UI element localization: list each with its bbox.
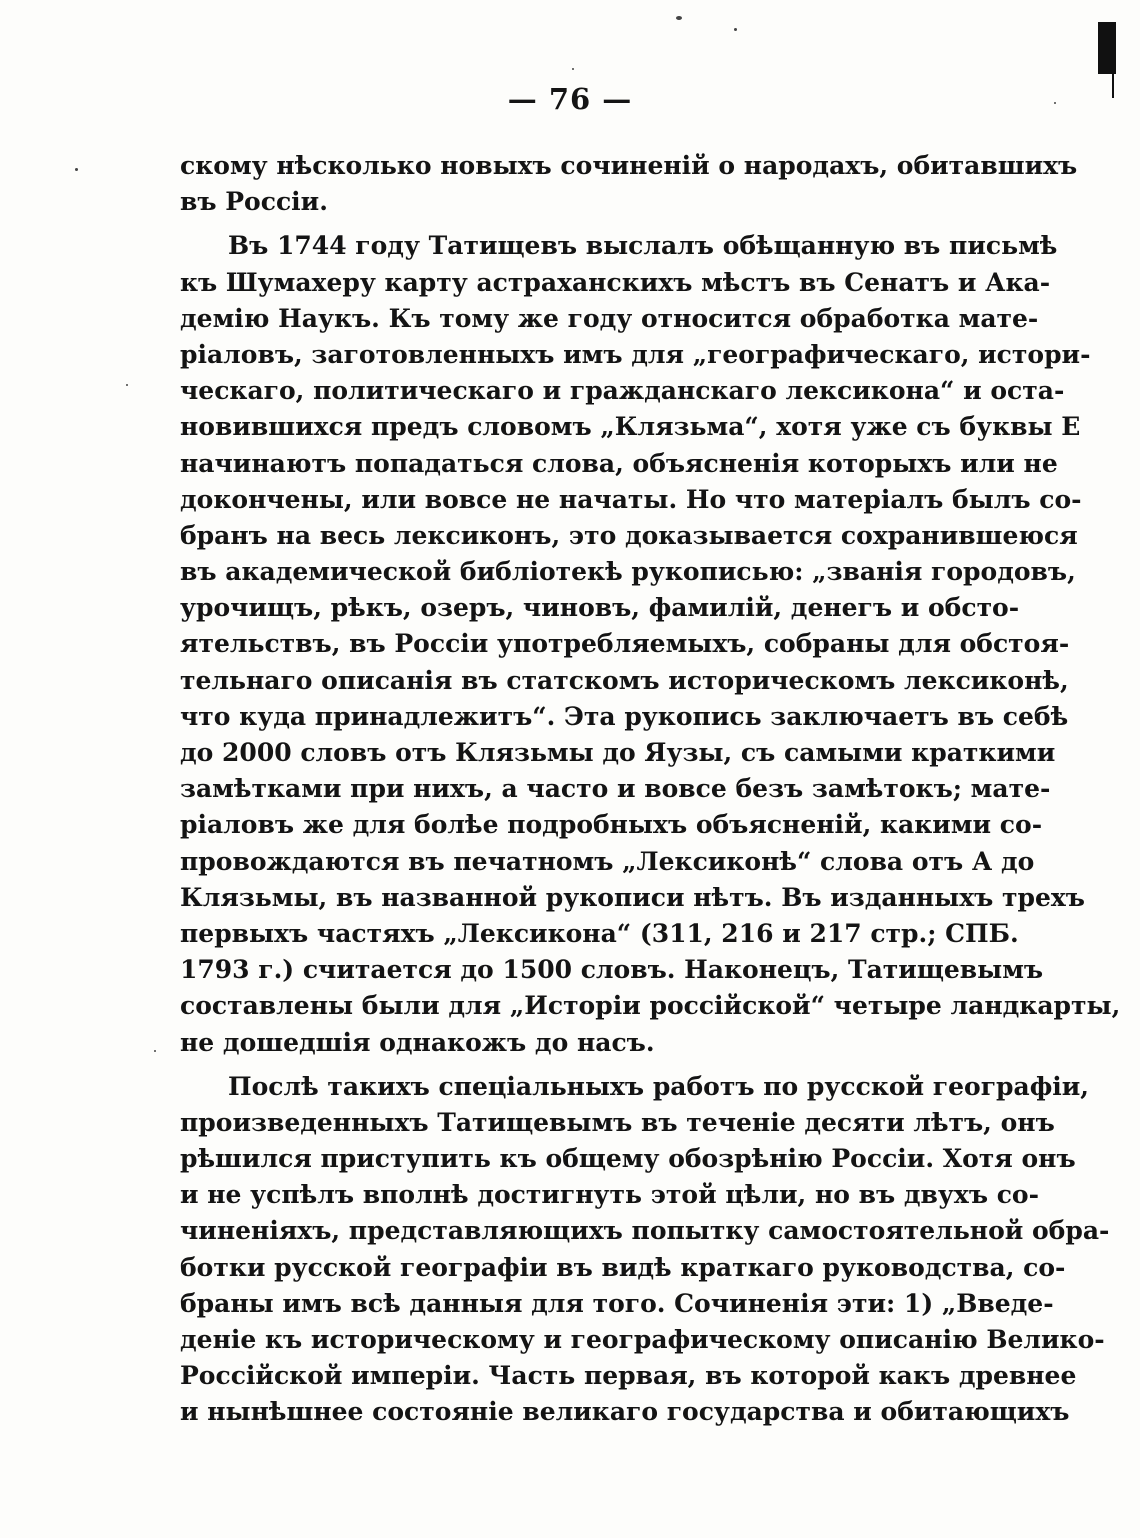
text-line: ятельствъ, въ Россіи употребляемыхъ, собраны для обстоя- — [180, 629, 1070, 659]
scan-speck — [154, 1050, 156, 1052]
text-line: бранъ на весь лексиконъ, это доказывается сохранившеюся — [180, 520, 1078, 550]
text-line: демію Наукъ. Къ тому же году относится обработка мате- — [180, 303, 1039, 333]
paragraph-3 — [180, 1069, 1110, 1431]
text-line: 1793 г.) считается до 1500 словъ. Наконецъ, Татищевымъ — [180, 955, 1044, 985]
text-line: деніе къ историческому и географическому описанію Велико- — [180, 1325, 1105, 1354]
text-line: урочищъ, рѣкъ, озеръ, чиновъ, фамилій, денегъ и обсто- — [180, 593, 1020, 623]
text-line: не дошедшія однакожъ до насъ. — [180, 1027, 655, 1057]
paragraph-1 — [180, 148, 1078, 220]
text-line: въ Россіи. — [180, 187, 328, 217]
text-line: къ Шумахеру карту астраханскихъ мѣстъ въ Сенатъ и Ака- — [180, 267, 1051, 297]
text-line: и нынѣшнее состояніе великаго государства и обитающихъ — [180, 1397, 1070, 1427]
text-line: тельнаго описанія въ статскомъ историческомъ лексиконѣ, — [180, 665, 1069, 695]
scan-speck — [676, 16, 682, 20]
binding-edge-mark — [1098, 22, 1116, 74]
text-line: произведенныхъ Татищевымъ въ теченіе десяти лѣтъ, онъ — [180, 1107, 1055, 1137]
text-line: ріаловъ же для болѣе подробныхъ объясненій, какими со- — [180, 810, 1043, 840]
text-line: начинаютъ попадаться слова, объясненія которыхъ или не — [180, 448, 1058, 478]
body-text — [180, 148, 1121, 1431]
scan-speck — [126, 384, 128, 386]
text-line: составлены были для „Исторіи россійской“ четыре ландкарты, — [180, 991, 1121, 1021]
text-line: первыхъ частяхъ „Лексикона“ (311, 216 и 217 стр.; СПБ. — [180, 918, 1019, 948]
text-line: скому нѣсколько новыхъ сочиненій о народахъ, обитавшихъ — [180, 151, 1078, 180]
scan-speck — [572, 68, 574, 70]
text-line: Клязьмы, въ названной рукописи нѣтъ. Въ изданныхъ трехъ — [180, 882, 1085, 912]
text-line: ческаго, политическаго и гражданскаго лексикона“ и оста- — [180, 376, 1065, 406]
text-line: докончены, или вовсе не начаты. Но что матеріалъ былъ со- — [180, 484, 1082, 514]
text-line: и не успѣлъ вполнѣ достигнуть этой цѣли, но въ двухъ со- — [180, 1180, 1039, 1210]
text-line: до 2000 словъ отъ Клязьмы до Яузы, съ самыми краткими — [180, 738, 1056, 767]
text-line: рѣшился приступить къ общему обозрѣнію Россіи. Хотя онъ — [180, 1144, 1076, 1174]
scan-speck — [734, 28, 737, 31]
text-line: что куда принадлежитъ“. Эта рукопись заключаетъ въ себѣ — [180, 701, 1069, 731]
text-line: въ академической библіотекѣ рукописью: „званія городовъ, — [180, 557, 1076, 587]
text-line: новившихся предъ словомъ „Клязьма“, хотя уже съ буквы Е — [180, 412, 1081, 442]
text-line: провождаются въ печатномъ „Лексиконѣ“ слова отъ А до — [180, 846, 1035, 876]
page-number: — 76 — — [507, 82, 633, 116]
text-line: замѣтками при нихъ, а часто и вовсе безъ замѣтокъ; мате- — [180, 774, 1051, 804]
text-line: чиненіяхъ, представляющихъ попытку самостоятельной обра- — [180, 1216, 1110, 1246]
text-line: Послѣ такихъ спеціальныхъ работъ по русской географіи, — [228, 1071, 1089, 1101]
text-line: браны имъ всѣ данныя для того. Сочиненія эти: 1) „Введе- — [180, 1288, 1054, 1318]
text-line: ботки русской географіи въ видѣ краткаго руководства, со- — [180, 1252, 1066, 1282]
text-line: Въ 1744 году Татищевъ выслалъ обѣщанную въ письмѣ — [228, 231, 1058, 261]
text-line: Россійской имперіи. Часть первая, въ которой какъ древнее — [180, 1361, 1077, 1391]
text-line: ріаловъ, заготовленныхъ имъ для „географическаго, истори- — [180, 339, 1091, 369]
paragraph-2 — [180, 228, 1121, 1060]
scan-speck — [75, 168, 78, 171]
